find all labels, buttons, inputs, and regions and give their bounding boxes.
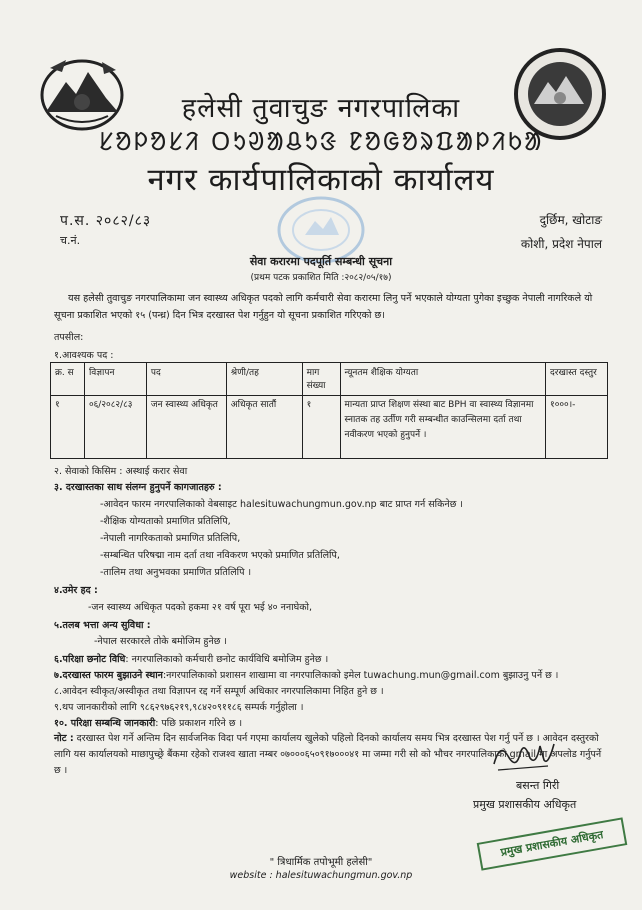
footer-slogan: " त्रिधार्मिक तपोभूमी हलेसी": [269, 857, 373, 868]
note-text: दरखास्त पेश गर्ने अन्तिम दिन सार्वजनिक विदा पर्न गएमा कार्यालय खुलेको पहिलो दिनको कार्यालय समय भित्र दरखास्त पेश गर्नु पर्ने छ । आवेदन दस्तुरको लागि यस कार्यालयको माछापुच्छ्रे बैंकमा रहेको राजश्व खाता नम्बर ०७०००६५०९१७०००४१ मा जम्मा गरी सो को भौचर नगरपालिकाको gmail मा अपलोड गर्नुपर्ने छ ।: [54, 733, 602, 776]
dispatch-number: च.नं.: [60, 234, 81, 247]
col-header-qualification: न्यूनतम शैक्षिक योग्यता: [340, 363, 545, 396]
salary-text: -नेपाल सरकारले तोके बमोजिम हुनेछ ।: [94, 636, 227, 647]
details-heading: तपसील:: [54, 332, 84, 343]
required-post-heading: १.आवश्यक पद :: [54, 350, 114, 361]
selection-label: ६.परिक्षा छनोट विधि: [54, 654, 126, 665]
col-header-quantity: माग संख्या: [302, 363, 340, 396]
notice-title: सेवा करारमा पदपूर्ति सम्बन्धी सूचना: [249, 255, 393, 268]
notice-subtitle: (प्रथम पटक प्रकाशित मिति :२०८२/०५/१७): [250, 273, 392, 283]
notice-intro: यस हलेसी तुवाचुङ नगरपालिकामा जन स्वास्थ्य अधिकृत पदको लागि कर्मचारी सेवा करारमा लिनु पर्ने भएकाले योग्यता पुगेका इच्छुक नेपाली नागरिकले यो सूचना प्रकाशित भएको १५ (पन्ध्र) दिन भित्र दरखास्त पेश गर्नुहुन यो सूचना प्रकाशित गरिएको छ।: [54, 293, 593, 321]
age-heading: ४.उमेर हद :: [54, 585, 98, 596]
col-header-post: पद: [146, 363, 226, 396]
footer-website: website : halesituwachungmun.gov.np: [229, 870, 413, 881]
municipality-name-script: ᱥᱚᱞᱚᱥᱤ ᱛᱩᱣᱟᱪᱩᱝ ᱱᱚᱜᱚᱨᱯᱟᱞᱤᱠᱟ: [98, 127, 544, 156]
document-item: -नेपाली नागरिकताको प्रमाणित प्रतिलिपि,: [100, 533, 241, 544]
document-item: -आवेदन फारम नगरपालिकाको वेबसाइट halesituwachungmun.gov.np बाट प्राप्त गर्न सकिनेछ ।: [100, 499, 463, 510]
signature-icon: [488, 736, 558, 776]
cell-sn: १: [51, 396, 85, 459]
table-row: [51, 396, 608, 459]
cell-qualification: मान्यता प्राप्त शिक्षण संस्था बाट BPH वा स्वास्थ्य विज्ञानमा स्नातक तह उर्तीण गरी सम्बन्धीत काउन्सिलमा दर्ता तथा नवीकरण भएको हुनुपर्ने ।: [340, 396, 545, 459]
address-line-2: कोशी, प्रदेश नेपाल: [520, 237, 602, 251]
document-item: -शैक्षिक योग्यताको प्रमाणित प्रतिलिपि,: [100, 516, 231, 527]
document-item: -तालिम तथा अनुभवका प्रमाणित प्रतिलिपि ।: [100, 567, 252, 578]
cell-level: अधिकृत सातौं: [226, 396, 302, 459]
note-label: नोट :: [54, 733, 74, 744]
cell-post: जन स्वास्थ्य अधिकृत: [146, 396, 226, 459]
signatory-name: बसन्त गिरी: [516, 779, 560, 792]
office-name: नगर कार्यपालिकाको कार्यालय: [147, 162, 495, 198]
age-text: -जन स्वास्थ्य अधिकृत पदको हकमा २१ वर्ष पूरा भई ४० ननाघेको,: [88, 602, 313, 613]
reference-number: प.स. २०८२/८३: [60, 213, 152, 229]
documents-heading: ३. दरखास्तका साथ संलग्न हुनुपर्ने कागजातहरु :: [54, 482, 222, 493]
cell-fee: १०००।-: [546, 396, 608, 459]
selection-text: : नगरपालिकाको कर्मचारी छनोट कार्यविधि बमोजिम हुनेछ ।: [125, 654, 329, 665]
col-header-sn: क्र. स: [51, 363, 85, 396]
exam-text: : पछि प्रकाशन गरिने छ ।: [155, 718, 243, 729]
exam-label: १०. परिक्षा सम्बन्धि जानकारी: [54, 718, 156, 729]
contact-text: ९.थप जानकारीको लागि ९८६२९७६२१९,९८४२०९११८६ सम्पर्क गर्नुहोला ।: [54, 702, 304, 713]
cell-quantity: १: [302, 396, 340, 459]
signatory-designation: प्रमुख प्रशासकीय अधिकृत: [473, 798, 577, 811]
selection-method: [54, 652, 328, 665]
submission-text: :नगरपालिकाको प्रशासन शाखामा वा नगरपालिकाको इमेल tuwachung.mun@gmail.com बुझाउनु पर्ने छ ।: [162, 670, 559, 681]
submission-location: [54, 668, 558, 681]
salary-heading: ५.तलब भत्ता अन्य सुविधा :: [54, 620, 151, 631]
service-type: २. सेवाको किसिम : अस्थाई करार सेवा: [54, 466, 188, 477]
cell-advertisement: ०६/२०८२/८३: [84, 396, 146, 459]
table-header-row: [51, 363, 608, 396]
exam-info: [54, 716, 242, 729]
authority-text: ८.आवेदन स्वीकृत/अस्वीकृत तथा विज्ञापन रद्द गर्ने सम्पूर्ण अधिकार नगरपालिकामा निहित हुने छ ।: [54, 686, 384, 697]
municipality-name: हलेसी तुवाचुङ नगरपालिका: [181, 93, 461, 124]
col-header-advertisement: विज्ञापन: [84, 363, 146, 396]
col-header-level: श्रेणी/तह: [226, 363, 302, 396]
designation-stamp: प्रमुख प्रशासकीय अधिकृत: [477, 817, 628, 870]
submission-label: ७.दरखास्त फारम बुझाउने स्थान: [54, 670, 163, 681]
col-header-fee: दरखास्त दस्तुर: [546, 363, 608, 396]
address-line-1: दुर्छिम, खोटाङ: [539, 213, 602, 227]
document-item: -सम्बन्धित परिषद्मा नाम दर्ता तथा नविकरण भएको प्रमाणित प्रतिलिपि,: [100, 550, 340, 561]
vacancy-table: [50, 362, 608, 459]
